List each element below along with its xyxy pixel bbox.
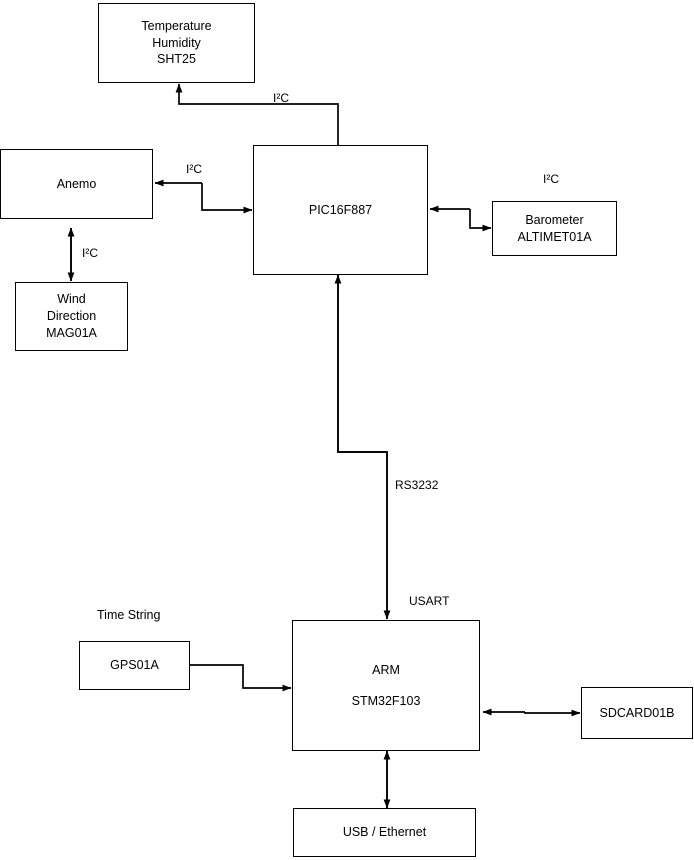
edge-label-usart: USART (409, 594, 450, 608)
edge-label-i2c-wind: I²C (82, 246, 98, 260)
node-wind-direction-mag01a[interactable] (15, 282, 128, 351)
node-arm-stm32f103[interactable] (292, 620, 480, 751)
node-line: ALTIMET01A (517, 229, 592, 244)
node-line: Direction (46, 309, 97, 324)
node-line: Humidity (152, 35, 201, 50)
node-line: PIC16F887 (308, 202, 373, 217)
edge-label-rs3232: RS3232 (395, 478, 439, 492)
node-line: ARM (372, 662, 400, 677)
node-gps01a[interactable] (79, 641, 190, 690)
node-barometer-altimet01a[interactable] (492, 201, 617, 256)
node-temperature-humidity-sht25[interactable] (98, 3, 255, 83)
node-line: STM32F103 (351, 693, 421, 708)
edge-label-i2c-barometer: I²C (543, 172, 559, 186)
node-pic16f887[interactable] (253, 145, 428, 275)
node-line: Temperature (141, 18, 212, 33)
node-line: SDCARD01B (599, 705, 675, 720)
node-line: Wind (57, 292, 86, 307)
edge-label-time-string: Time String (97, 608, 161, 622)
edge-label-i2c-anemo: I²C (186, 162, 202, 176)
node-usb-ethernet[interactable] (293, 808, 476, 857)
node-line: Anemo (56, 176, 97, 191)
node-line: USB / Ethernet (342, 825, 427, 840)
node-sdcard01b[interactable] (581, 687, 693, 739)
node-anemo[interactable] (0, 149, 153, 219)
node-line: MAG01A (46, 325, 97, 340)
node-line: Barometer (525, 212, 584, 227)
edge-label-i2c-sht25: I²C (273, 91, 289, 105)
node-line: SHT25 (157, 52, 196, 67)
node-line: GPS01A (110, 658, 159, 673)
